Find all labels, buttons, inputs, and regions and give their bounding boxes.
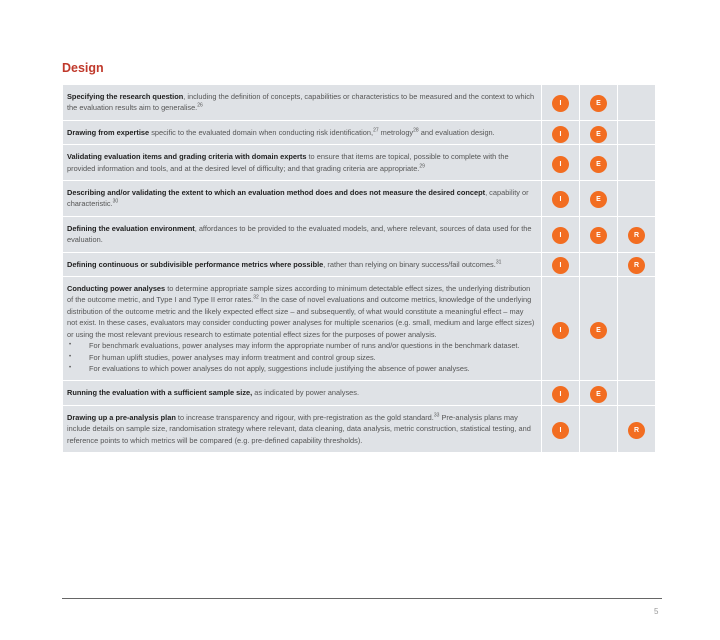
row-text: to determine appropriate sample sizes according to minimum detectable effect sizes, the underlying distribution of the outcome metric, and Type I and Type II error rates. <box>67 284 531 305</box>
row-text: to increase transparency and rigour, with pre-registration as the gold standard. <box>175 412 434 422</box>
row-text: Pre-analysis plans may include details on sample size, randomisation strategy where relevant, data cleaning, data analysis, metric construction, statistical testing, and reference points to which metrics will be compared (e.g. pre-defined capability thresholds). <box>67 412 531 445</box>
badge-i: I <box>552 386 569 403</box>
design-checklist-table <box>62 84 656 453</box>
row-text: , capability or characteristic. <box>67 188 529 209</box>
badge-cell <box>618 277 656 381</box>
table-row <box>63 85 656 121</box>
row-description <box>63 181 542 217</box>
row-text: and evaluation design. <box>418 127 495 137</box>
badge-cell <box>542 85 580 121</box>
badge-cell <box>580 216 618 252</box>
badge-cell <box>542 145 580 181</box>
badge-cell <box>618 145 656 181</box>
badge-cell <box>618 120 656 144</box>
footnote-ref[interactable]: 27 <box>373 127 379 134</box>
row-heading: Defining the evaluation environment <box>67 223 195 233</box>
row-description <box>63 252 542 276</box>
badge-cell <box>618 405 656 452</box>
badge-cell <box>580 405 618 452</box>
section-title: Design <box>62 61 104 75</box>
badge-cell <box>580 85 618 121</box>
badge-r: R <box>628 257 645 274</box>
badge-cell <box>542 252 580 276</box>
table-row <box>63 277 656 381</box>
row-heading: Drawing up a pre-analysis plan <box>67 412 176 422</box>
row-heading: Specifying the research question <box>67 92 184 101</box>
bullet-item: • For benchmark evaluations, power analyses may inform the appropriate number of runs and/or questions in the benchmark dataset. <box>67 340 535 351</box>
badge-cell <box>542 405 580 452</box>
page-number: 5 <box>654 607 659 616</box>
footnote-ref[interactable]: 29 <box>419 163 425 170</box>
badge-i: I <box>552 227 569 244</box>
row-heading: Running the evaluation with a sufficient sample size, <box>67 388 253 398</box>
table-row <box>63 181 656 217</box>
badge-cell <box>580 181 618 217</box>
row-text: In the case of novel evaluations and outcome metrics, knowledge of the underlying distribution of the outcome metric and the likely expected effect size – and subsequently, of what would constitute a meaningful effect – may not exist. In these cases, evaluators may consider conducting power analyses for multiple scenarios (e.g. small, medium and large effect sizes) or using the most relevant previous research to estimate potential effect sizes for the purposes of power analysis. <box>67 295 535 339</box>
row-heading: Describing and/or validating the extent to which an evaluation method does and does not measure the desired concept <box>67 188 486 198</box>
badge-e: E <box>590 322 607 339</box>
row-text: metrology <box>378 127 414 137</box>
bullet-item: • For human uplift studies, power analyses may inform treatment and control group sizes. <box>67 352 535 363</box>
row-description <box>63 120 542 144</box>
badge-i: I <box>552 126 569 143</box>
footnote-ref[interactable]: 26 <box>197 102 203 109</box>
bullet-list <box>67 340 535 374</box>
row-heading: Conducting power analyses <box>67 284 166 294</box>
badge-cell <box>618 85 656 121</box>
badge-cell <box>580 252 618 276</box>
bullet-item: • For evaluations to which power analyses do not apply, suggestions include justifying the absence of power analyses. <box>67 363 535 374</box>
row-heading: Validating evaluation items and grading criteria with domain experts <box>67 152 307 162</box>
badge-cell <box>542 216 580 252</box>
badge-i: I <box>552 422 569 439</box>
row-text: , affordances to be provided to the evaluated models, and, where relevant, sources of data used for the evaluation. <box>67 223 532 245</box>
row-text: as indicated by power analyses. <box>252 388 360 398</box>
badge-cell <box>542 277 580 381</box>
badge-cell <box>618 252 656 276</box>
badge-r: R <box>628 227 645 244</box>
badge-i: I <box>552 322 569 339</box>
row-description <box>63 277 542 381</box>
footnote-ref[interactable]: 28 <box>413 127 419 134</box>
row-heading: Defining continuous or subdivisible performance metrics where possible <box>67 259 324 269</box>
table-row <box>63 252 656 276</box>
row-heading: Drawing from expertise <box>67 127 150 137</box>
row-text: to ensure that items are topical, possible to complete with the provided information and tools, and at the desired level of difficulty; and that grading criteria are appropriate. <box>67 152 509 173</box>
row-text: , including the definition of concepts, capabilities or characteristics to be measured and the context to which the evaluation results aim to generalise. <box>67 92 535 113</box>
badge-cell <box>542 120 580 144</box>
footnote-ref[interactable]: 33 <box>433 412 440 419</box>
badge-cell <box>580 120 618 144</box>
row-text: specific to the evaluated domain when conducting risk identification, <box>149 127 374 137</box>
badge-i: I <box>552 257 569 274</box>
badge-i: I <box>552 95 569 112</box>
row-description <box>63 216 542 252</box>
footnote-ref[interactable]: 32 <box>253 295 259 301</box>
badge-e: E <box>590 386 607 403</box>
footnote-ref[interactable]: 30 <box>112 198 119 205</box>
badge-i: I <box>552 156 569 173</box>
badge-i: I <box>552 191 569 208</box>
badge-cell <box>618 216 656 252</box>
badge-e: E <box>590 227 607 244</box>
badge-cell <box>618 181 656 217</box>
table-row <box>63 216 656 252</box>
badge-cell <box>618 381 656 405</box>
badge-cell <box>580 277 618 381</box>
row-description <box>63 85 542 121</box>
row-description <box>63 145 542 181</box>
footer-divider <box>62 598 662 599</box>
badge-cell <box>580 381 618 405</box>
badge-cell <box>580 145 618 181</box>
footnote-ref[interactable]: 31 <box>495 259 502 266</box>
row-description <box>63 405 542 452</box>
row-text: , rather than relying on binary success/fail outcomes. <box>323 259 496 269</box>
badge-e: E <box>590 156 607 173</box>
badge-cell <box>542 381 580 405</box>
badge-r: R <box>628 422 645 439</box>
table-row <box>63 120 656 144</box>
badge-e: E <box>590 191 607 208</box>
table-row <box>63 145 656 181</box>
badge-e: E <box>590 126 607 143</box>
table-row <box>63 381 656 405</box>
table-row <box>63 405 656 452</box>
badge-cell <box>542 181 580 217</box>
row-description <box>63 381 542 405</box>
badge-e: E <box>590 95 607 112</box>
